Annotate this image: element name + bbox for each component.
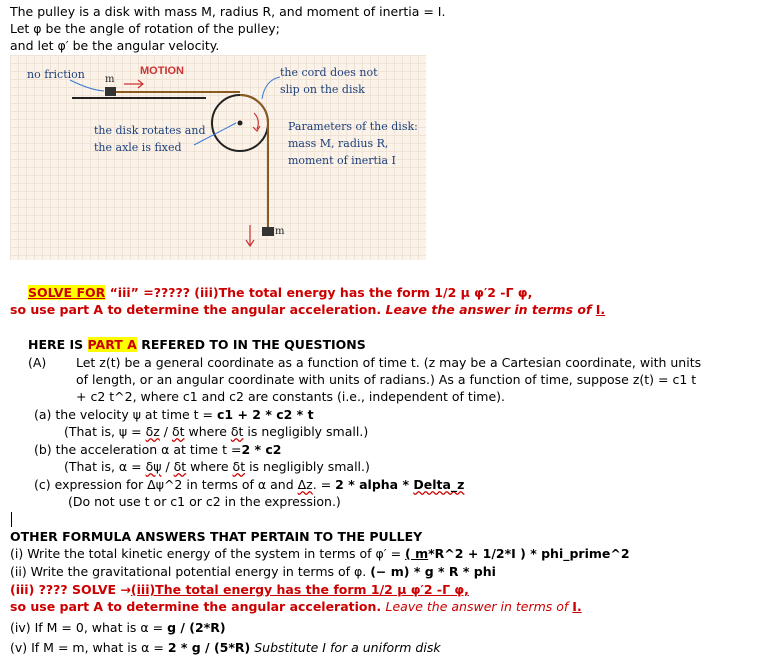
cord-label-1: the cord does not <box>280 66 378 79</box>
solve-for-label: SOLVE FOR <box>28 285 106 300</box>
velocity-line: (a) the velocity ψ at time t = c1 + 2 * c2 * t <box>34 407 314 422</box>
part-a-label: (A) <box>28 355 47 370</box>
part-a-line-1: Let z(t) be a general coordinate as a function of time t. (z may be a Cartesian coordinate, with units <box>76 355 702 370</box>
part-a-line-3: + c2 t^2, where c1 and c2 are constants (i.e., independent of time). <box>76 389 506 404</box>
solve-question-line-2: so use part A to determine the angular acceleration. Leave the answer in terms of I. <box>10 302 606 317</box>
rotation-arrow <box>254 113 258 129</box>
bottom-mass-label: m <box>275 226 285 237</box>
answer-iv: (iv) If M = 0, what is α = g / (2*R) <box>10 620 226 635</box>
answer-i: (i) Write the total kinetic energy of the system in terms of φ′ = ( m*R^2 + 1/2*I ) * phi_prime^2 <box>10 546 630 561</box>
acceleration-note: (That is, α = δψ / δt where δt is negligibly small.) <box>64 459 370 474</box>
intro-line-3: and let φ′ be the angular velocity. <box>10 38 220 53</box>
top-mass-label: m <box>105 74 115 85</box>
velocity-note: (That is, ψ = δz / δt where δt is negligibly small.) <box>64 424 369 439</box>
answer-iii: (iii) ???? SOLVE →(iii)The total energy has the form 1/2 μ φ′2 -Γ φ, <box>10 582 469 597</box>
intro-line-1: The pulley is a disk with mass M, radius R, and moment of inertia = I. <box>10 4 446 19</box>
text-cursor <box>11 512 12 527</box>
bottom-mass-block <box>262 227 274 236</box>
answer-v: (v) If M = m, what is α = 2 * g / (5*R) Substitute I for a uniform disk <box>10 640 441 655</box>
disk-label-2: the axle is fixed <box>94 141 182 154</box>
part-a-line-2: of length, or an angular coordinate with units of radians.) As a function of time, suppose z(t) = c1 t <box>76 372 697 387</box>
part-a-heading: HERE IS PART A REFERED TO IN THE QUESTIONS <box>28 337 366 352</box>
top-mass-block <box>105 87 116 96</box>
no-friction-label: no friction <box>27 68 85 81</box>
disk-label-1: the disk rotates and <box>94 124 206 137</box>
solve-question-line-1: SOLVE FOR “iii” =????? (iii)The total energy has the form 1/2 μ φ′2 -Γ φ, <box>28 285 533 300</box>
params-label-2: mass M, radius R, <box>288 137 389 150</box>
acceleration-line: (b) the acceleration α at time t =2 * c2 <box>34 442 282 457</box>
cord-pointer <box>262 77 280 99</box>
params-label-1: Parameters of the disk: <box>288 120 418 133</box>
answer-ii: (ii) Write the gravitational potential energy in terms of φ. (− m) * g * R * phi <box>10 564 496 579</box>
pulley-diagram <box>10 55 426 260</box>
intro-line-2: Let φ be the angle of rotation of the pulley; <box>10 21 280 36</box>
other-heading: OTHER FORMULA ANSWERS THAT PERTAIN TO THE PULLEY <box>10 529 423 544</box>
answer-iii-line-2: so use part A to determine the angular acceleration. Leave the answer in terms of I. <box>10 599 582 614</box>
expression-note: (Do not use t or c1 or c2 in the expression.) <box>68 494 341 509</box>
axle <box>238 121 243 126</box>
cord-label-2: slip on the disk <box>280 83 365 96</box>
motion-label: MOTION <box>140 65 184 77</box>
params-label-3: moment of inertia I <box>288 154 396 167</box>
expression-line: (c) expression for Δψ^2 in terms of α and Δz. = 2 * alpha * Delta_z <box>34 477 465 492</box>
